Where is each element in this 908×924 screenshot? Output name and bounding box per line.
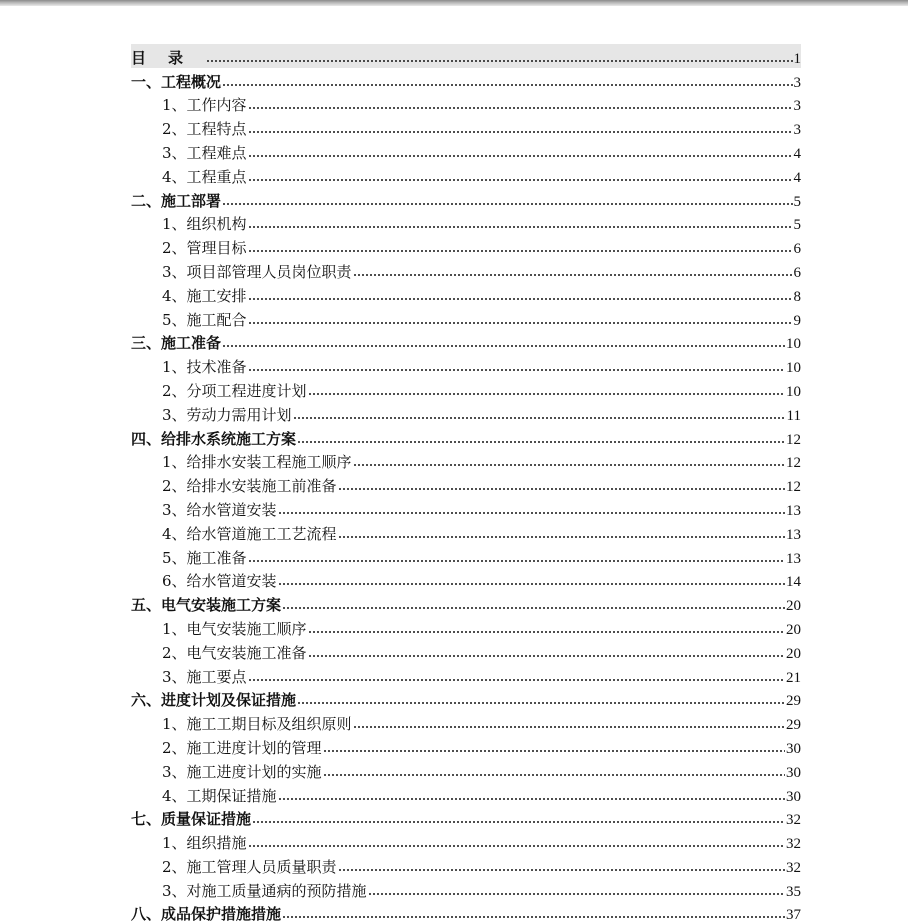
- toc-entry-title: 1、工作内容: [162, 96, 247, 115]
- toc-entry-page-number: 10: [786, 360, 801, 377]
- toc-entry-page-number: 20: [786, 645, 801, 662]
- toc-dot-leader: [248, 154, 793, 158]
- toc-entry-page-number: 6: [793, 241, 801, 258]
- toc-entry-page-number: 10: [786, 383, 801, 400]
- toc-dot-leader: [248, 225, 793, 229]
- toc-entry-title: 1、组织机构: [162, 215, 247, 234]
- toc-entry-page-number: 6: [793, 264, 801, 281]
- toc-entry-title: 六、进度计划及保证措施: [131, 691, 297, 710]
- toc-entry-title: 3、施工进度计划的实施: [162, 762, 322, 781]
- toc-dot-leader: [338, 868, 785, 872]
- toc-subsection-entry[interactable]: [131, 234, 801, 258]
- toc-subsection-entry[interactable]: [131, 472, 801, 496]
- toc-subsection-entry[interactable]: [131, 496, 801, 520]
- toc-subsection-entry[interactable]: [131, 544, 801, 568]
- toc-entry-title: 6、给水管道安装: [162, 572, 277, 591]
- toc-entry-title: 一、工程概况: [131, 72, 222, 91]
- toc-dot-leader: [248, 844, 785, 848]
- toc-entry-page-number: 29: [786, 717, 801, 734]
- toc-dot-leader: [308, 392, 785, 396]
- toc-entry-page-number: 20: [786, 621, 801, 638]
- toc-entry-title: 4、工期保证措施: [162, 786, 277, 805]
- toc-dot-leader: [248, 130, 793, 134]
- toc-entry-page-number: 32: [786, 812, 801, 829]
- toc-entry-page-number: 13: [786, 550, 801, 567]
- toc-subsection-entry[interactable]: [131, 734, 801, 758]
- toc-dot-leader: [206, 59, 792, 63]
- toc-entry-title: 2、施工管理人员质量职责: [162, 857, 337, 876]
- toc-section-entry[interactable]: [131, 901, 801, 924]
- toc-entry-title: 1、电气安装施工顺序: [162, 619, 307, 638]
- toc-dot-leader: [222, 202, 792, 206]
- toc-subsection-entry[interactable]: [131, 449, 801, 473]
- toc-entry-title: 五、电气安装施工方案: [131, 596, 282, 615]
- toc-entry-title: 4、给水管道施工工艺流程: [162, 524, 337, 543]
- toc-dot-leader: [353, 273, 793, 277]
- toc-entry-title: 2、施工进度计划的管理: [162, 738, 322, 757]
- toc-section-entry[interactable]: [131, 187, 801, 211]
- toc-entry-page-number: 30: [786, 788, 801, 805]
- toc-entry-title: 目录: [131, 48, 206, 67]
- toc-section-entry[interactable]: [131, 68, 801, 92]
- toc-entry-page-number: 13: [786, 502, 801, 519]
- document-page: [0, 6, 908, 924]
- toc-dot-leader: [248, 559, 785, 563]
- toc-entry-title: 5、施工配合: [162, 310, 247, 329]
- toc-heading-entry[interactable]: [131, 44, 801, 68]
- toc-entry-page-number: 5: [793, 193, 801, 210]
- toc-entry-page-number: 9: [793, 312, 801, 329]
- toc-entry-page-number: 37: [786, 907, 801, 924]
- toc-dot-leader: [248, 249, 793, 253]
- toc-subsection-entry[interactable]: [131, 92, 801, 116]
- toc-entry-title: 3、工程难点: [162, 143, 247, 162]
- toc-subsection-entry[interactable]: [131, 115, 801, 139]
- toc-entry-title: 2、电气安装施工准备: [162, 643, 307, 662]
- toc-entry-page-number: 10: [786, 336, 801, 353]
- toc-subsection-entry[interactable]: [131, 877, 801, 901]
- toc-entry-page-number: 35: [786, 883, 801, 900]
- toc-entry-page-number: 4: [793, 145, 801, 162]
- toc-subsection-entry[interactable]: [131, 306, 801, 330]
- toc-subsection-entry[interactable]: [131, 568, 801, 592]
- toc-dot-leader: [278, 797, 785, 801]
- toc-dot-leader: [222, 344, 785, 348]
- toc-subsection-entry[interactable]: [131, 377, 801, 401]
- toc-subsection-entry[interactable]: [131, 353, 801, 377]
- toc-dot-leader: [248, 297, 793, 301]
- toc-dot-leader: [248, 178, 793, 182]
- toc-subsection-entry[interactable]: [131, 853, 801, 877]
- toc-section-entry[interactable]: [131, 330, 801, 354]
- toc-dot-leader: [248, 678, 785, 682]
- toc-entry-page-number: 3: [793, 122, 801, 139]
- toc-dot-leader: [297, 701, 785, 705]
- toc-dot-leader: [338, 487, 785, 491]
- toc-dot-leader: [248, 321, 793, 325]
- toc-entry-title: 2、工程特点: [162, 120, 247, 139]
- toc-entry-title: 八、成品保护措施措施: [131, 905, 282, 924]
- toc-entry-page-number: 12: [786, 431, 801, 448]
- toc-dot-leader: [353, 463, 785, 467]
- toc-entry-title: 5、施工准备: [162, 548, 247, 567]
- toc-entry-title: 4、工程重点: [162, 167, 247, 186]
- toc-subsection-entry[interactable]: [131, 663, 801, 687]
- toc-entry-title: 4、施工安排: [162, 286, 247, 305]
- toc-entry-title: 3、给水管道安装: [162, 500, 277, 519]
- toc-subsection-entry[interactable]: [131, 163, 801, 187]
- toc-dot-leader: [222, 83, 792, 87]
- toc-subsection-entry[interactable]: [131, 710, 801, 734]
- toc-subsection-entry[interactable]: [131, 211, 801, 235]
- toc-entry-title: 三、施工准备: [131, 334, 222, 353]
- toc-entry-page-number: 1: [793, 50, 801, 67]
- toc-section-entry[interactable]: [131, 425, 801, 449]
- toc-entry-title: 2、给排水安装施工前准备: [162, 477, 337, 496]
- toc-entry-title: 1、组织措施: [162, 834, 247, 853]
- toc-dot-leader: [338, 535, 785, 539]
- toc-subsection-entry[interactable]: [131, 758, 801, 782]
- toc-dot-leader: [323, 773, 785, 777]
- toc-entry-page-number: 8: [793, 288, 801, 305]
- toc-entry-title: 1、施工工期目标及组织原则: [162, 715, 352, 734]
- toc-entry-page-number: 3: [793, 98, 801, 115]
- toc-entry-page-number: 21: [786, 669, 801, 686]
- toc-entry-page-number: 20: [786, 598, 801, 615]
- toc-subsection-entry[interactable]: [131, 615, 801, 639]
- toc-dot-leader: [278, 582, 785, 586]
- toc-dot-leader: [323, 749, 785, 753]
- toc-entry-page-number: 13: [786, 526, 801, 543]
- toc-dot-leader: [297, 440, 785, 444]
- toc-subsection-entry[interactable]: [131, 282, 801, 306]
- toc-dot-leader: [308, 630, 785, 634]
- toc-entry-title: 3、劳动力需用计划: [162, 405, 292, 424]
- toc-entry-page-number: 30: [786, 764, 801, 781]
- toc-entry-title: 2、分项工程进度计划: [162, 381, 307, 400]
- toc-entry-title: 四、给排水系统施工方案: [131, 429, 297, 448]
- toc-subsection-entry[interactable]: [131, 520, 801, 544]
- toc-dot-leader: [368, 892, 785, 896]
- toc-entry-page-number: 32: [786, 859, 801, 876]
- toc-entry-page-number: 14: [786, 574, 801, 591]
- toc-entry-page-number: 30: [786, 740, 801, 757]
- toc-entry-title: 二、施工部署: [131, 191, 222, 210]
- toc-section-entry[interactable]: [131, 687, 801, 711]
- toc-entry-page-number: 12: [786, 455, 801, 472]
- toc-entry-page-number: 12: [786, 479, 801, 496]
- toc-dot-leader: [248, 106, 793, 110]
- toc-dot-leader: [252, 820, 785, 824]
- toc-entry-page-number: 5: [793, 217, 801, 234]
- toc-dot-leader: [293, 416, 786, 420]
- toc-dot-leader: [282, 606, 785, 610]
- toc-section-entry[interactable]: [131, 591, 801, 615]
- toc-subsection-entry[interactable]: [131, 829, 801, 853]
- toc-dot-leader: [308, 654, 785, 658]
- toc-subsection-entry[interactable]: [131, 782, 801, 806]
- toc-subsection-entry[interactable]: [131, 401, 801, 425]
- toc-entry-title: 1、技术准备: [162, 358, 247, 377]
- toc-entry-page-number: 4: [793, 169, 801, 186]
- toc-entry-page-number: 11: [786, 407, 801, 424]
- toc-subsection-entry[interactable]: [131, 639, 801, 663]
- toc-subsection-entry[interactable]: [131, 139, 801, 163]
- toc-dot-leader: [248, 368, 785, 372]
- toc-entry-title: 3、施工要点: [162, 667, 247, 686]
- toc-entry-title: 1、给排水安装工程施工顺序: [162, 453, 352, 472]
- table-of-contents: [131, 44, 801, 924]
- toc-entry-page-number: 32: [786, 836, 801, 853]
- toc-entry-title: 2、管理目标: [162, 239, 247, 258]
- toc-dot-leader: [353, 725, 785, 729]
- toc-section-entry[interactable]: [131, 806, 801, 830]
- toc-dot-leader: [278, 511, 785, 515]
- toc-entry-page-number: 3: [793, 74, 801, 91]
- toc-entry-title: 3、项目部管理人员岗位职责: [162, 262, 352, 281]
- toc-subsection-entry[interactable]: [131, 258, 801, 282]
- toc-entry-title: 3、对施工质量通病的预防措施: [162, 881, 367, 900]
- toc-entry-page-number: 29: [786, 693, 801, 710]
- toc-entry-title: 七、质量保证措施: [131, 810, 252, 829]
